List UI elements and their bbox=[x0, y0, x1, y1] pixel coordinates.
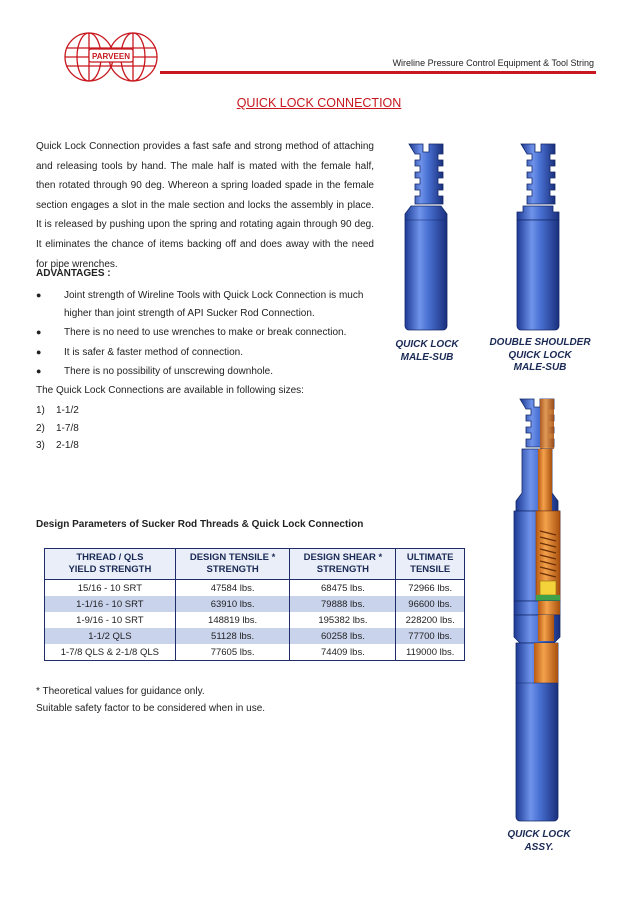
advantages-heading: ADVANTAGES : bbox=[36, 268, 111, 279]
table-header-row bbox=[45, 549, 465, 580]
logo-text: PARVEEN bbox=[92, 52, 130, 61]
list-item: 1) 1-1/2 bbox=[36, 405, 79, 416]
advantages-list bbox=[36, 287, 374, 383]
note-line: Suitable safety factor to be considered when in use. bbox=[36, 703, 266, 714]
list-item: ● There is no possibility of unscrewing downhole. bbox=[36, 363, 374, 381]
design-parameters-table bbox=[44, 548, 465, 661]
parveen-logo bbox=[62, 30, 160, 84]
table-row: 1-1/16 - 10 SRT 63910 lbs. 79888 lbs. 96600 lbs. bbox=[45, 596, 465, 612]
caption-male-sub: QUICK LOCK MALE-SUB bbox=[395, 339, 459, 363]
list-item: 3) 2-1/8 bbox=[36, 440, 79, 451]
header-rule bbox=[160, 71, 596, 74]
page-title: QUICK LOCK CONNECTION bbox=[236, 96, 402, 110]
bullet-icon: ● bbox=[36, 290, 42, 300]
caption-assy: QUICK LOCK ASSY. bbox=[507, 829, 571, 853]
header-tagline: Wireline Pressure Control Equipment & Tool String bbox=[392, 58, 594, 68]
list-item: ● It is safer & faster method of connection. bbox=[36, 344, 374, 362]
list-item: ● Joint strength of Wireline Tools with Quick Lock Connection is much higher than joint strength of API Sucker Rod Connection. bbox=[36, 287, 374, 322]
caption-double-shoulder: DOUBLE SHOULDER QUICK LOCK MALE-SUB bbox=[489, 337, 591, 373]
column-header: ULTIMATE TENSILE bbox=[396, 549, 465, 580]
sizes-intro: The Quick Lock Connections are available in following sizes: bbox=[36, 385, 304, 396]
list-item: ● There is no need to use wrenches to make or break connection. bbox=[36, 324, 374, 342]
table-row: 15/16 - 10 SRT 47584 lbs. 68475 lbs. 72966 lbs. bbox=[45, 580, 465, 597]
bullet-icon: ● bbox=[36, 327, 42, 337]
quick-lock-male-sub-illustration bbox=[395, 142, 463, 338]
quick-lock-assy-illustration bbox=[500, 395, 580, 825]
column-header: THREAD / QLS YIELD STRENGTH bbox=[45, 549, 176, 580]
intro-paragraph: Quick Lock Connection provides a fast safe and strong method of attaching and releasing tools by hand. The male half is mated with the female half, then rotated through 90 deg. Whereon a spring loaded spade in the female section engages a slot in the male section and locks the assembly in place. It is released by pushing upon the spring and rotating again through 90 deg. It eliminates the chance of items backing off and does away with the need for pipe wrenches. bbox=[36, 141, 374, 270]
bullet-icon: ● bbox=[36, 366, 42, 376]
note-line: * Theoretical values for guidance only. bbox=[36, 686, 205, 697]
table-row: 1-9/16 - 10 SRT 148819 lbs. 195382 lbs. 228200 lbs. bbox=[45, 612, 465, 628]
bullet-icon: ● bbox=[36, 346, 42, 357]
double-shoulder-male-sub-illustration bbox=[505, 142, 575, 338]
notes bbox=[36, 683, 265, 717]
table-row: 1-7/8 QLS & 2-1/8 QLS 77605 lbs. 74409 lbs. 119000 lbs. bbox=[45, 644, 465, 661]
table-row: 1-1/2 QLS 51128 lbs. 60258 lbs. 77700 lbs. bbox=[45, 628, 465, 644]
table-title: Design Parameters of Sucker Rod Threads & Quick Lock Connection bbox=[36, 519, 364, 530]
column-header: DESIGN SHEAR * STRENGTH bbox=[290, 549, 396, 580]
sizes-list bbox=[36, 402, 79, 455]
list-item: 2) 1-7/8 bbox=[36, 422, 79, 434]
column-header: DESIGN TENSILE * STRENGTH bbox=[175, 549, 290, 580]
